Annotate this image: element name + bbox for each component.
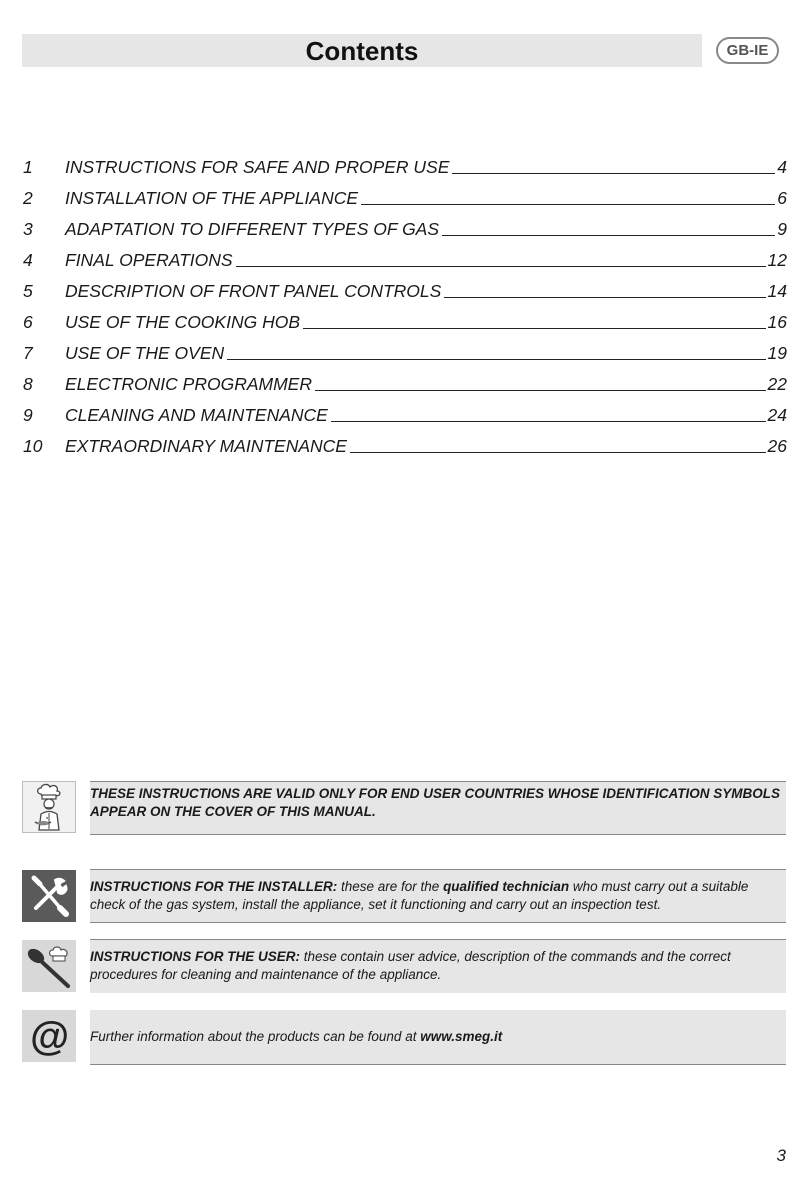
spoon-chef-hat-icon: [22, 940, 76, 992]
toc-title: EXTRAORDINARY MAINTENANCE: [65, 436, 347, 456]
user-note: [22, 939, 786, 993]
toc-entry-3[interactable]: [23, 209, 787, 240]
toc-entry-1[interactable]: [23, 147, 787, 178]
validity-note: [22, 781, 786, 835]
installer-note-part2: who must carry out a suitable check of the gas system, install the appliance, set it functioning and carry out an inspection test.: [90, 879, 749, 912]
toc-page: 12: [767, 250, 787, 270]
language-badge: GB-IE: [716, 37, 779, 64]
page-title: Contents: [305, 36, 419, 66]
validity-note-box: [90, 781, 786, 835]
web-note-text: [90, 1010, 786, 1046]
toc-number: 2: [23, 188, 33, 208]
toc-title: ELECTRONIC PROGRAMMER: [65, 374, 312, 394]
installer-note-box: [90, 869, 786, 923]
toc-title: USE OF THE COOKING HOB: [65, 312, 300, 332]
user-note-body: these contain user advice, description of the commands and the correct procedures for cleaning and maintenance of the appliance.: [90, 949, 731, 982]
toc-page: 22: [767, 374, 787, 394]
toc-page: 4: [777, 157, 787, 177]
toc-title: INSTRUCTIONS FOR SAFE AND PROPER USE: [65, 157, 450, 177]
installer-note-part1: these are for the: [337, 879, 444, 894]
toc-page: 26: [767, 436, 787, 456]
toc-leader-line: [442, 235, 775, 236]
table-of-contents: [23, 147, 787, 457]
toc-leader-line: [361, 204, 775, 205]
installer-note-lead: INSTRUCTIONS FOR THE INSTALLER:: [90, 879, 338, 894]
toc-title: DESCRIPTION OF FRONT PANEL CONTROLS: [65, 281, 442, 301]
tools-icon: [22, 870, 76, 922]
toc-title: USE OF THE OVEN: [65, 343, 225, 363]
user-note-text: [90, 940, 786, 984]
at-sign-icon: [22, 1010, 76, 1062]
toc-title: FINAL OPERATIONS: [65, 250, 233, 270]
toc-leader-line: [236, 266, 766, 267]
svg-text:@: @: [29, 1015, 69, 1059]
toc-title: CLEANING AND MAINTENANCE: [65, 405, 328, 425]
toc-entry-8[interactable]: [23, 364, 787, 395]
toc-page: 19: [767, 343, 787, 363]
toc-page: 6: [777, 188, 787, 208]
installer-note: [22, 869, 786, 923]
web-note-box: [90, 1010, 786, 1065]
installer-note-strong: qualified technician: [443, 879, 570, 894]
toc-entry-5[interactable]: [23, 271, 787, 302]
toc-entry-4[interactable]: [23, 240, 787, 271]
toc-page: 16: [767, 312, 787, 332]
toc-number: 1: [23, 157, 33, 177]
smeg-website-link[interactable]: www.smeg.it: [420, 1029, 503, 1044]
toc-leader-line: [331, 421, 766, 422]
toc-number: 4: [23, 250, 33, 270]
user-note-lead: INSTRUCTIONS FOR THE USER:: [90, 949, 301, 964]
toc-leader-line: [444, 297, 765, 298]
user-note-box: [90, 939, 786, 993]
toc-page: 14: [767, 281, 787, 301]
web-note-body: Further information about the products can be found at: [90, 1029, 421, 1044]
toc-page: 9: [777, 219, 787, 239]
toc-leader-line: [315, 390, 766, 391]
page-number: 3: [776, 1146, 786, 1165]
toc-number: 7: [23, 343, 33, 363]
toc-number: 8: [23, 374, 33, 394]
toc-number: 9: [23, 405, 33, 425]
toc-entry-7[interactable]: [23, 333, 787, 364]
toc-entry-2[interactable]: [23, 178, 787, 209]
toc-number: 10: [23, 436, 43, 456]
toc-leader-line: [350, 452, 766, 453]
toc-entry-9[interactable]: [23, 395, 787, 426]
toc-leader-line: [303, 328, 766, 329]
chef-icon: [22, 781, 76, 833]
toc-title: ADAPTATION TO DIFFERENT TYPES OF GAS: [65, 219, 440, 239]
toc-title: INSTALLATION OF THE APPLIANCE: [65, 188, 359, 208]
toc-number: 6: [23, 312, 33, 332]
web-note: [22, 1010, 786, 1066]
toc-entry-10[interactable]: [23, 426, 787, 457]
toc-leader-line: [452, 173, 775, 174]
toc-entry-6[interactable]: [23, 302, 787, 333]
toc-page: 24: [767, 405, 787, 425]
toc-number: 5: [23, 281, 33, 301]
validity-note-text: THESE INSTRUCTIONS ARE VALID ONLY FOR END USER COUNTRIES WHOSE IDENTIFICATION SYMBOLS APPEAR ON THE COVER OF THIS MANUAL.: [90, 786, 781, 819]
toc-number: 3: [23, 219, 33, 239]
installer-note-text: [90, 870, 786, 914]
toc-leader-line: [227, 359, 765, 360]
